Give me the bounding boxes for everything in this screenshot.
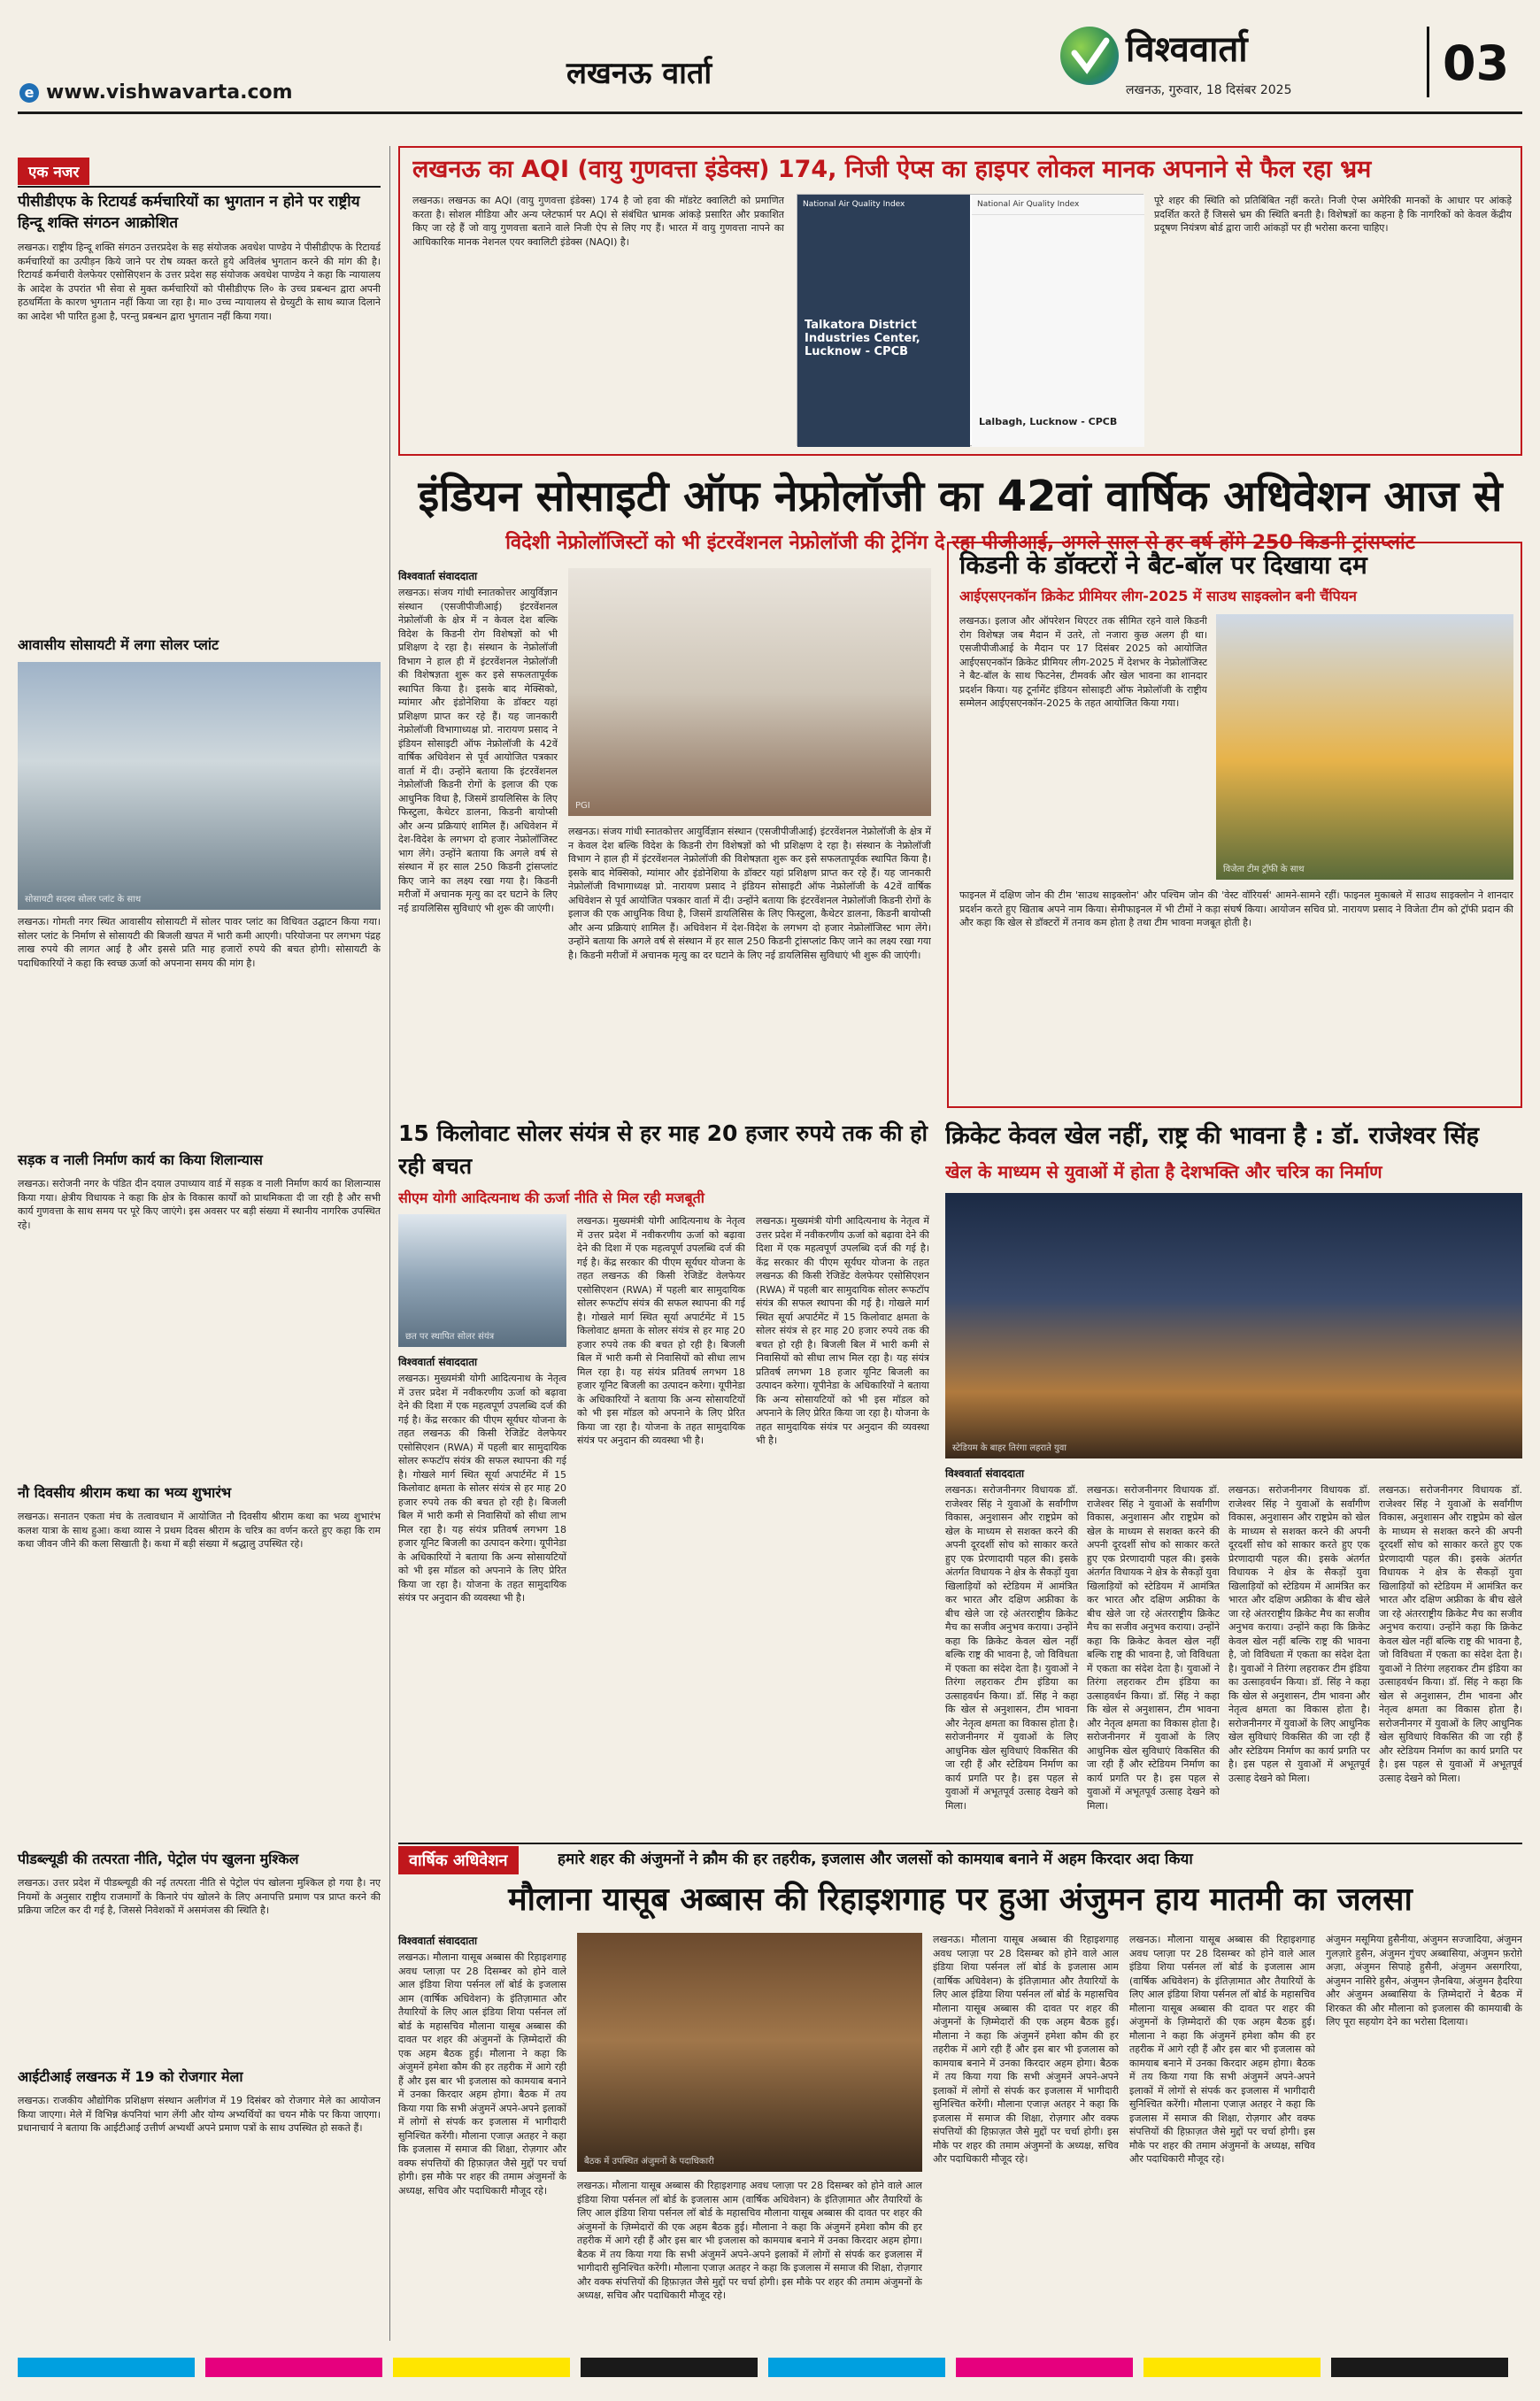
majlis-photo-caption: बैठक में उपस्थित अंजुमनों के पदाधिकारी [584,2157,714,2166]
cricket-body-col3: लखनऊ। सरोजनीनगर विधायक डॉ. राजेश्वर सिंह ने युवाओं के सर्वांगीण विकास, अनुशासन और राष्ट्रप्रेम को खेल के माध्यम से सशक्त करने की अपनी दूरदर्शी सोच को साकार करते हुए एक प्रेरणादायी पहल की। इसके अंतर्गत विधायक ने क्षेत्र के सैकड़ों युवा खिलाड़ियों को स्टेडियम में आमंत्रित कर भारत और दक्षिण अफ्रीका के बीच खेले जा रहे अंतरराष्ट्रीय क्रिकेट मैच का सजीव अनुभव कराया। उन्होंने कहा कि क्रिकेट केवल खेल नहीं बल्कि राष्ट्र की भावना है, जो विविधता में एकता का संदेश देता है। युवाओं ने तिरंगा लहराकर टीम इंडिया का उत्साहवर्धन किया। डॉ. सिंह ने कहा कि खेल से अनुशासन, टीम भावना और नेतृत्व क्षमता का विकास होता है। सरोजनीनगर में युवाओं के लिए आधुनिक खेल सुविधाएं विकसित की जा रही हैं और स्टेडियम निर्माण का कार्य प्रगति पर है। इस पहल से युवाओं में अभूतपूर्व उत्साह देखने को मिला। [1228,1484,1370,1784]
kidney-cricket-box [947,542,1522,1108]
kidney-cricket-photo [1216,614,1513,880]
sidebar-story-5-body: लखनऊ। उत्तर प्रदेश में पीडब्ल्यूडी की नई तत्परता नीति से पेट्रोल पंप खोलना मुश्किल हो गया है। नए नियमों के अनुसार राष्ट्रीय राजमार्गों के किनारे पंप खोलने के लिए अनापत्ति प्रमाण पत्र प्राप्त करने की प्रक्रिया जटिल कर दी गई है, जिससे निवेशकों में असमंजस की स्थिति है। [18,1877,381,1916]
kidney-cricket-body: लखनऊ। इलाज और ऑपरेशन थिएटर तक सीमित रहने वाले किडनी रोग विशेषज्ञ जब मैदान में उतरे, तो नजारा कुछ अलग ही था। एसजीपीजीआई के मैदान पर 17 दिसंबर 2025 को आयोजित आईएसएनकॉन क्रिकेट प्रीमियर लीग-2025 में देशभर के नेफ्रोलॉजिस्ट ने बैट-बॉल के साथ फिटनेस, टीमवर्क और खेल भावना का शानदार प्रदर्शन किया। यह टूर्नामेंट इंडियन सोसाइटी ऑफ नेफ्रोलॉजी के राष्ट्रीय सम्मेलन आईएसएनकॉन-2025 के तहत आयोजित किया गया। [959,615,1207,709]
dateline: लखनऊ, गुरुवार, 18 दिसंबर 2025 [1126,83,1292,97]
majlis-body-col3: लखनऊ। मौलाना यासूब अब्बास की रिहाइशगाह अवध प्लाज़ा पर 28 दिसम्बर को होने वाले आल इंडिया शिया पर्सनल लॉ बोर्ड के इजलास आम (वार्षिक अधिवेशन) के इंतिज़ामात और तैयारियों के लिए आल इंडिया शिया पर्सनल लॉ बोर्ड के महासचिव मौलाना यासूब अब्बास की दावत पर शहर की अंजुमनों के ज़िम्मेदारों की एक अहम बैठक हुई। मौलाना ने कहा कि अंजुमनें हमेशा कौम की हर तहरीक में आगे रही हैं और इस बार भी इजलास को कामयाब बनाने में उनका किरदार अहम होगा। बैठक में तय किया गया कि सभी अंजुमनें अपने-अपने इलाकों में लोगों से संपर्क कर इजलास में भागीदारी सुनिश्चित करेंगी। मौलाना एजाज़ अतहर ने कहा कि इजलास में समाज की शिक्षा, रोज़गार और वक्फ संपत्तियों की हिफ़ाज़त जैसे मुद्दों पर चर्चा होगी। इस मौके पर शहर की तमाम अंजुमनों के अध्यक्ष, सचिव और पदाधिकारी मौजूद रहे। [933,1934,1119,2165]
sidebar-story-1-headline: पीसीडीएफ के रिटायर्ड कर्मचारियों का भुगतान न होने पर राष्ट्रीय हिन्दू शक्ति संगठन आक्रोशित [18,193,360,232]
majlis-photo [577,1933,922,2172]
lead-body-col2: लखनऊ। संजय गांधी स्नातकोत्तर आयुर्विज्ञान संस्थान (एसजीपीजीआई) इंटरवेंशनल नेफ्रोलॉजी के क्षेत्र में न केवल देश बल्कि विदेश के किडनी रोग विशेषज्ञों को भी प्रशिक्षण दे रहा है। संस्थान के नेफ्रोलॉजी विभाग ने हाल ही में इंटरवेंशनल नेफ्रोलॉजी की विशेषज्ञता शुरू कर इसे सफलतापूर्वक स्थापित किया है। इसके बाद मेक्सिको, म्यांमार और इंडोनेशिया के डॉक्टर यहां प्रशिक्षण प्राप्त कर रहे हैं। यह जानकारी नेफ्रोलॉजी विभागाध्यक्ष प्रो. नारायण प्रसाद ने इंडियन सोसाइटी ऑफ नेफ्रोलॉजी के 42वें वार्षिक अधिवेशन से पूर्व आयोजित पत्रकार वार्ता में दी। उन्होंने बताया कि इंटरवेंशनल नेफ्रोलॉजी किडनी रोगों के इलाज की एक आधुनिक विधा है, जिसमें डायलिसिस के लिए फिस्टुला, कैथेटर डालना, किडनी बायोप्सी और अन्य प्रक्रियाएं शामिल हैं। अधिवेशन में देश-विदेश के लगभग दो हजार नेफ्रोलॉजिस्ट भाग लेंगे। उन्होंने बताया कि अगले वर्ष से संस्थान में हर साल 250 किडनी ट्रांसप्लांट किए जाने का लक्ष्य रखा गया है। किडनी मरीजों में अचानक मृत्यु का दर घटाने के लिए नई डायलिसिस सुविधाएं भी शुरू की जाएंगी। [568,826,931,961]
aqi-story [398,146,1522,456]
solar-body-col2: लखनऊ। मुख्यमंत्री योगी आदित्यनाथ के नेतृत्व में उत्तर प्रदेश में नवीकरणीय ऊर्जा को बढ़ावा देने की दिशा में एक महत्वपूर्ण उपलब्धि दर्ज की गई है। केंद्र सरकार की पीएम सूर्यघर योजना के तहत लखनऊ की किसी रेजिडेंट वेलफेयर एसोसिएशन (RWA) में पहली बार सामुदायिक सोलर रूफटॉप संयंत्र की सफल स्थापना की गई है। गोखले मार्ग स्थित सूर्या अपार्टमेंट में 15 किलोवाट क्षमता के सोलर संयंत्र से हर माह 20 हजार रुपये तक की बचत हो रही है। बिजली बिल में भारी कमी से निवासियों को सीधा लाभ मिल रहा है। यह संयंत्र प्रतिवर्ष लगभग 18 हजार यूनिट बिजली का उत्पादन करेगा। यूपीनेडा के अधिकारियों ने बताया कि अन्य सोसायटियों को भी इस मॉडल को अपनाने के लिए प्रेरित किया जा रहा है। योजना के तहत सामुदायिक संयंत्र पर अनुदान की व्यवस्था भी है। [577,1215,745,1446]
solar-photo-caption: छत पर स्थापित सोलर संयंत्र [405,1332,495,1342]
naqi-location: Lalbagh, Lucknow - CPCB [979,416,1118,427]
majlis-body-col5: अंजुमन मसूमिया हुसैनीया, अंजुमन सज्जादिया, अंजुमन गुलज़ारे हुसैन, अंजुमन गुंचए अब्बासिया, अंजुमन फ़रोग़े अज़ा, अंजुमन सिपाहे हुसैनी, अंजुमन असगरिया, अंजुमन नासिरे हुसैन, अंजुमन ज़ैनबिया, अंजुमन हैदरिया और अंजुमन अब्बासिया के ज़िम्मेदारों ने बैठक में शिरकत की और मौलाना को इजलास की कामयाबी के लिए पूरा सहयोग देने का भरोसा दिलाया। [1326,1934,1522,2028]
kidney-cricket-headline: किडनी के डॉक्टरों ने बैट-बॉल पर दिखाया दम [959,550,1367,580]
lead-photo [568,568,931,816]
majlis-strap-bar [398,1843,1522,1873]
website-url: www.vishwavarta.com [46,81,293,104]
kidney-cricket-body2: फाइनल में दक्षिण जोन की टीम 'साउथ साइक्लोन' और पश्चिम जोन की 'वेस्ट वॉरियर्स' आमने-सामने रहीं। फाइनल मुकाबले में साउथ साइक्लोन ने शानदार प्रदर्शन करते हुए खिताब अपने नाम किया। सेमीफाइनल में भी टीमों ने कड़ा संघर्ष किया। आयोजन सचिव प्रो. नारायण प्रसाद ने विजेता टीम को ट्रॉफी प्रदान की और कहा कि खेल से डॉक्टरों में तनाव कम होता है तथा टीम भावना मजबूत होती है। [959,889,1513,928]
sidebar-story-2-photo [18,662,381,910]
lead-byline: विश्ववार्ता संवाददाता [398,570,478,582]
kidney-cricket-photo-caption: विजेता टीम ट्रॉफी के साथ [1223,865,1305,874]
majlis-body-col4: लखनऊ। मौलाना यासूब अब्बास की रिहाइशगाह अवध प्लाज़ा पर 28 दिसम्बर को होने वाले आल इंडिया शिया पर्सनल लॉ बोर्ड के इजलास आम (वार्षिक अधिवेशन) के इंतिज़ामात और तैयारियों के लिए आल इंडिया शिया पर्सनल लॉ बोर्ड के महासचिव मौलाना यासूब अब्बास की दावत पर शहर की अंजुमनों के ज़िम्मेदारों की एक अहम बैठक हुई। मौलाना ने कहा कि अंजुमनें हमेशा कौम की हर तहरीक में आगे रही हैं और इस बार भी इजलास को कामयाब बनाने में उनका किरदार अहम होगा। बैठक में तय किया गया कि सभी अंजुमनें अपने-अपने इलाकों में लोगों से संपर्क कर इजलास में भागीदारी सुनिश्चित करेंगी। मौलाना एजाज़ अतहर ने कहा कि इजलास में समाज की शिक्षा, रोज़गार और वक्फ संपत्तियों की हिफ़ाज़त जैसे मुद्दों पर चर्चा होगी। इस मौके पर शहर की तमाम अंजुमनों के अध्यक्ष, सचिव और पदाधिकारी मौजूद रहे। [1129,1934,1315,2165]
majlis-body-col2: लखनऊ। मौलाना यासूब अब्बास की रिहाइशगाह अवध प्लाज़ा पर 28 दिसम्बर को होने वाले आल इंडिया शिया पर्सनल लॉ बोर्ड के इजलास आम (वार्षिक अधिवेशन) के इंतिज़ामात और तैयारियों के लिए आल इंडिया शिया पर्सनल लॉ बोर्ड के महासचिव मौलाना यासूब अब्बास की दावत पर शहर की अंजुमनों के ज़िम्मेदारों की एक अहम बैठक हुई। मौलाना ने कहा कि अंजुमनें हमेशा कौम की हर तहरीक में आगे रही हैं और इस बार भी इजलास को कामयाब बनाने में उनका किरदार अहम होगा। बैठक में तय किया गया कि सभी अंजुमनें अपने-अपने इलाकों में लोगों से संपर्क कर इजलास में भागीदारी सुनिश्चित करेंगी। मौलाना एजाज़ अतहर ने कहा कि इजलास में समाज की शिक्षा, रोज़गार और वक्फ संपत्तियों की हिफ़ाज़त जैसे मुद्दों पर चर्चा होगी। इस मौके पर शहर की तमाम अंजुमनों के अध्यक्ष, सचिव और पदाधिकारी मौजूद रहे। [577,2180,922,2301]
cricket-headline: क्रिकेट केवल खेल नहीं, राष्ट्र की भावना है : डॉ. राजेश्वर सिंह [945,1122,1479,1150]
majlis-strap: हमारे शहर की अंजुमनों ने क्रौम की हर तहरीक, इजलास और जलसों को कामयाब बनाने में अहम किरदार अदा किया [558,1851,1193,1868]
cricket-byline: विश्ववार्ता संवाददाता [945,1467,1025,1480]
sidebar-story-1-body: लखनऊ। राष्ट्रीय हिन्दू शक्ति संगठन उत्तरप्रदेश के सह संयोजक अवधेश पाण्डेय ने पीसीडीएफ के रिटायर्ड कर्मचारियों का उत्पीड़न किये जाने पर रोष व्यक्त करते हुये अविलंब भुगतान करने की मांग की है। रिटायर्ड कर्मचारी वेलफेयर एसोसिएशन के उत्तर प्रदेश सह संयोजक अवधेश पाण्डेय ने कहा कि न्यायालय के आदेश के उपरांत भी सेवा से मुक्त कर्मचारियों को पीसीडीएफ लि० के उच्च प्रबन्धन द्वारा अपनी हठधर्मिता के कारण भुगतान नहीं किया जा रहा है। मा० उच्च न्यायालय से ग्रेच्युटी के साथ ब्याज दिलाने का आदेश भी पारित हुआ है, परन्तु प्रबन्धन द्वारा भुगतान नहीं किया गया। [18,242,381,322]
naqi-panel-title: National Air Quality Index [803,200,905,209]
lead-photo-caption: PGI [575,801,590,811]
solar-photo [398,1214,566,1347]
sidebar-label: एक नजर [18,158,89,185]
masthead-divider [1427,27,1429,97]
column-divider [389,146,390,2341]
globe-icon: e [19,83,39,103]
section-title: लखनऊ वार्ता [566,56,712,91]
photo-caption: सोसायटी सदस्य सोलर प्लांट के साथ [25,895,142,904]
solar-body-col1: लखनऊ। मुख्यमंत्री योगी आदित्यनाथ के नेतृत्व में उत्तर प्रदेश में नवीकरणीय ऊर्जा को बढ़ावा देने की दिशा में एक महत्वपूर्ण उपलब्धि दर्ज की गई है। केंद्र सरकार की पीएम सूर्यघर योजना के तहत लखनऊ की किसी रेजिडेंट वेलफेयर एसोसिएशन (RWA) में पहली बार सामुदायिक सोलर रूफटॉप संयंत्र की सफल स्थापना की गई है। गोखले मार्ग स्थित सूर्या अपार्टमेंट में 15 किलोवाट क्षमता के सोलर संयंत्र से हर माह 20 हजार रुपये तक की बचत हो रही है। बिजली बिल में भारी कमी से निवासियों को सीधा लाभ मिल रहा है। यह संयंत्र प्रतिवर्ष लगभग 18 हजार यूनिट बिजली का उत्पादन करेगा। यूपीनेडा के अधिकारियों ने बताया कि अन्य सोसायटियों को भी इस मॉडल को अपनाने के लिए प्रेरित किया जा रहा है। योजना के तहत सामुदायिक संयंत्र पर अनुदान की व्यवस्था भी है। [398,1373,566,1604]
cricket-body-col1: लखनऊ। सरोजनीनगर विधायक डॉ. राजेश्वर सिंह ने युवाओं के सर्वांगीण विकास, अनुशासन और राष्ट्रप्रेम को खेल के माध्यम से सशक्त करने की अपनी दूरदर्शी सोच को साकार करते हुए एक प्रेरणादायी पहल की। इसके अंतर्गत विधायक ने क्षेत्र के सैकड़ों युवा खिलाड़ियों को स्टेडियम में आमंत्रित कर भारत और दक्षिण अफ्रीका के बीच खेले जा रहे अंतरराष्ट्रीय क्रिकेट मैच का सजीव अनुभव कराया। उन्होंने कहा कि क्रिकेट केवल खेल नहीं बल्कि राष्ट्र की भावना है, जो विविधता में एकता का संदेश देता है। युवाओं ने तिरंगा लहराकर टीम इंडिया का उत्साहवर्धन किया। डॉ. सिंह ने कहा कि खेल से अनुशासन, टीम भावना और नेतृत्व क्षमता का विकास होता है। सरोजनीनगर में युवाओं के लिए आधुनिक खेल सुविधाएं विकसित की जा रही हैं और स्टेडियम निर्माण का कार्य प्रगति पर है। इस पहल से युवाओं में अभूतपूर्व उत्साह देखने को मिला। [945,1484,1078,1812]
sidebar [18,158,381,2343]
majlis-byline: विश्ववार्ता संवाददाता [398,1935,478,1947]
sidebar-story-4-headline: नौ दिवसीय श्रीराम कथा का भव्य शुभारंभ [18,1484,232,1501]
majlis-body-col1: लखनऊ। मौलाना यासूब अब्बास की रिहाइशगाह अवध प्लाज़ा पर 28 दिसम्बर को होने वाले आल इंडिया शिया पर्सनल लॉ बोर्ड के इजलास आम (वार्षिक अधिवेशन) के इंतिज़ामात और तैयारियों के लिए आल इंडिया शिया पर्सनल लॉ बोर्ड के महासचिव मौलाना यासूब अब्बास की दावत पर शहर की अंजुमनों के ज़िम्मेदारों की एक अहम बैठक हुई। मौलाना ने कहा कि अंजुमनें हमेशा कौम की हर तहरीक में आगे रही हैं और इस बार भी इजलास को कामयाब बनाने में उनका किरदार अहम होगा। बैठक में तय किया गया कि सभी अंजुमनें अपने-अपने इलाकों में लोगों से संपर्क कर इजलास में भागीदारी सुनिश्चित करेंगी। मौलाना एजाज़ अतहर ने कहा कि इजलास में समाज की शिक्षा, रोज़गार और वक्फ संपत्तियों की हिफ़ाज़त जैसे मुद्दों पर चर्चा होगी। इस मौके पर शहर की तमाम अंजुमनों के अध्यक्ष, सचिव और पदाधिकारी मौजूद रहे। [398,1951,566,2197]
cricket-body-col2: लखनऊ। सरोजनीनगर विधायक डॉ. राजेश्वर सिंह ने युवाओं के सर्वांगीण विकास, अनुशासन और राष्ट्रप्रेम को खेल के माध्यम से सशक्त करने की अपनी दूरदर्शी सोच को साकार करते हुए एक प्रेरणादायी पहल की। इसके अंतर्गत विधायक ने क्षेत्र के सैकड़ों युवा खिलाड़ियों को स्टेडियम में आमंत्रित कर भारत और दक्षिण अफ्रीका के बीच खेले जा रहे अंतरराष्ट्रीय क्रिकेट मैच का सजीव अनुभव कराया। उन्होंने कहा कि क्रिकेट केवल खेल नहीं बल्कि राष्ट्र की भावना है, जो विविधता में एकता का संदेश देता है। युवाओं ने तिरंगा लहराकर टीम इंडिया का उत्साहवर्धन किया। डॉ. सिंह ने कहा कि खेल से अनुशासन, टीम भावना और नेतृत्व क्षमता का विकास होता है। सरोजनीनगर में युवाओं के लिए आधुनिक खेल सुविधाएं विकसित की जा रही हैं और स्टेडियम निर्माण का कार्य प्रगति पर है। इस पहल से युवाओं में अभूतपूर्व उत्साह देखने को मिला। [1087,1484,1220,1812]
kidney-cricket-subheadline: आईएसएनकॉन क्रिकेट प्रीमियर लीग-2025 में साउथ साइक्लोन बनी चैंपियन [959,588,1357,604]
registration-swatch [1331,2358,1508,2377]
sidebar-story-2-headline: आवासीय सोसायटी में लगा सोलर प्लांट [18,636,219,653]
naqi-station-label: Talkatora District Industries Center, Lucknow - CPCB [805,319,920,358]
registration-swatch [581,2358,758,2377]
registration-swatch [1143,2358,1321,2377]
majlis-label: वार्षिक अधिवेशन [398,1846,519,1874]
aqi-body-right: पूरे शहर की स्थिति को प्रतिबिंबित नहीं करते। निजी ऐप्स अमेरिकी मानकों के आधार पर आंकड़े प्रदर्शित करते हैं जिससे भ्रम की स्थिति बनती है। विशेषज्ञों का कहना है कि नागरिकों को केवल केंद्रीय प्रदूषण नियंत्रण बोर्ड द्वारा जारी आंकड़ों पर ही भरोसा करना चाहिए। [1154,195,1512,234]
majlis-headline: मौलाना यासूब अब्बास की रिहाइशगाह पर हुआ अंजुमन हाय मातमी का जलसा [508,1882,1413,1918]
naqi-panel-right [972,195,1144,447]
solar-headline: 15 किलोवाट सोलर संयंत्र से हर माह 20 हजार रुपये तक की हो रही बचत [398,1120,928,1179]
registration-swatch [956,2358,1133,2377]
brand-name: विश्ववार्ता [1126,29,1248,70]
page-number: 03 [1443,35,1510,91]
registration-swatch [205,2358,382,2377]
registration-bar [18,2354,1522,2381]
sidebar-story-4-body: लखनऊ। सनातन एकता मंच के तत्वावधान में आयोजित नौ दिवसीय श्रीराम कथा का भव्य शुभारंभ कलश यात्रा के साथ हुआ। कथा व्यास ने प्रथम दिवस श्रीराम के चरित्र का वर्णन करते हुए कहा कि राम कथा जीवन जीने की कला सिखाती है। कथा में बड़ी संख्या में श्रद्धालु उपस्थित रहे। [18,1511,381,1550]
solar-subheadline: सीएम योगी आदित्यनाथ की ऊर्जा नीति से मिल रही मजबूती [398,1189,705,1206]
sidebar-story-5-headline: पीडब्ल्यूडी की तत्परता नीति, पेट्रोल पंप खुलना मुश्किल [18,1851,299,1867]
registration-swatch [18,2358,195,2377]
sidebar-story-3-body: लखनऊ। सरोजनी नगर के पंडित दीन दयाल उपाध्याय वार्ड में सड़क व नाली निर्माण कार्य का शिलान्यास किया गया। क्षेत्रीय विधायक ने कहा कि क्षेत्र के विकास कार्यों को प्राथमिकता दी जा रही है और सभी कार्य गुणवत्ता के साथ समय पर पूरे किए जाएंगे। इस अवसर पर बड़ी संख्या में स्थानीय नागरिक उपस्थित रहे। [18,1178,381,1231]
masthead [0,0,1540,115]
masthead-rule [18,112,1522,114]
brand-logo [1060,27,1119,85]
sidebar-label-rule [18,186,381,188]
sidebar-story-2-body: लखनऊ। गोमती नगर स्थित आवासीय सोसायटी में सोलर पावर प्लांट का विधिवत उद्घाटन किया गया। सोलर प्लांट के निर्माण से सोसायटी की बिजली खपत में भारी कमी आएगी। परियोजना पर लगभग पंद्रह लाख रुपये की लागत आई है और इससे प्रति माह हजारों रुपये की बचत होगी। सोसायटी के पदाधिकारियों ने कहा कि स्वच्छ ऊर्जा को अपनाना समय की मांग है। [18,916,381,969]
naqi-panel-left [797,195,970,447]
lead-body-col1: लखनऊ। संजय गांधी स्नातकोत्तर आयुर्विज्ञान संस्थान (एसजीपीजीआई) इंटरवेंशनल नेफ्रोलॉजी के क्षेत्र में न केवल देश बल्कि विदेश के किडनी रोग विशेषज्ञों को भी प्रशिक्षण दे रहा है। संस्थान के नेफ्रोलॉजी विभाग ने हाल ही में इंटरवेंशनल नेफ्रोलॉजी की विशेषज्ञता शुरू कर इसे सफलतापूर्वक स्थापित किया है। इसके बाद मेक्सिको, म्यांमार और इंडोनेशिया के डॉक्टर यहां प्रशिक्षण प्राप्त कर रहे हैं। यह जानकारी नेफ्रोलॉजी विभागाध्यक्ष प्रो. नारायण प्रसाद ने इंडियन सोसाइटी ऑफ नेफ्रोलॉजी के 42वें वार्षिक अधिवेशन से पूर्व आयोजित पत्रकार वार्ता में दी। उन्होंने बताया कि इंटरवेंशनल नेफ्रोलॉजी किडनी रोगों के इलाज की एक आधुनिक विधा है, जिसमें डायलिसिस के लिए फिस्टुला, कैथेटर डालना, किडनी बायोप्सी और अन्य प्रक्रियाएं शामिल हैं। अधिवेशन में देश-विदेश के लगभग दो हजार नेफ्रोलॉजिस्ट भाग लेंगे। उन्होंने बताया कि अगले वर्ष से संस्थान में हर साल 250 किडनी ट्रांसप्लांट किए जाने का लक्ष्य रखा गया है। किडनी मरीजों में अचानक मृत्यु का दर घटाने के लिए नई डायलिसिस सुविधाएं भी शुरू की जाएंगी। [398,587,558,914]
sidebar-story-3-headline: सड़क व नाली निर्माण कार्य का किया शिलान्यास [18,1151,263,1168]
lead-subheadline: विदेशी नेफ्रोलॉजिस्टों को भी इंटरवेंशनल नेफ्रोलॉजी की ट्रेनिंग दे रहा पीजीआई, अगले साल से हर वर्ष होंगे 250 किडनी ट्रांसप्लांट [505,532,1415,554]
cricket-photo [945,1193,1522,1458]
cricket-photo-caption: स्टेडियम के बाहर तिरंगा लहराते युवा [952,1443,1066,1453]
registration-swatch [768,2358,945,2377]
sidebar-story-6-body: लखनऊ। राजकीय औद्योगिक प्रशिक्षण संस्थान अलीगंज में 19 दिसंबर को रोजगार मेले का आयोजन किया जाएगा। मेले में विभिन्न कंपनियां भाग लेंगी और योग्य अभ्यर्थियों का चयन मौके पर किया जाएगा। प्रधानाचार्य ने बताया कि आईटीआई उत्तीर्ण अभ्यर्थी अपने प्रमाण पत्रों के साथ उपस्थित हो सकते हैं। [18,2095,381,2134]
aqi-body-left: लखनऊ। लखनऊ का AQI (वायु गुणवत्ता इंडेक्स) 174 है जो हवा की मॉडरेट क्वालिटी को प्रमाणित करता है। सोशल मीडिया और अन्य प्लेटफार्म पर AQI से संबंधित भ्रामक आंकड़े प्रसारित और प्रकाशित किए जा रहे हैं जो वायु गुणवत्ता बताने वाले निजी ऐप से लिए गए हैं। भारत में वायु गुणवत्ता नापने का आधिकारिक मानक नेशनल एयर क्वालिटी इंडेक्स (NAQI) है। [412,195,784,248]
solar-body-col3: लखनऊ। मुख्यमंत्री योगी आदित्यनाथ के नेतृत्व में उत्तर प्रदेश में नवीकरणीय ऊर्जा को बढ़ावा देने की दिशा में एक महत्वपूर्ण उपलब्धि दर्ज की गई है। केंद्र सरकार की पीएम सूर्यघर योजना के तहत लखनऊ की किसी रेजिडेंट वेलफेयर एसोसिएशन (RWA) में पहली बार सामुदायिक सोलर रूफटॉप संयंत्र की सफल स्थापना की गई है। गोखले मार्ग स्थित सूर्या अपार्टमेंट में 15 किलोवाट क्षमता के सोलर संयंत्र से हर माह 20 हजार रुपये तक की बचत हो रही है। बिजली बिल में भारी कमी से निवासियों को सीधा लाभ मिल रहा है। यह संयंत्र प्रतिवर्ष लगभग 18 हजार यूनिट बिजली का उत्पादन करेगा। यूपीनेडा के अधिकारियों ने बताया कि अन्य सोसायटियों को भी इस मॉडल को अपनाने के लिए प्रेरित किया जा रहा है। योजना के तहत सामुदायिक संयंत्र पर अनुदान की व्यवस्था भी है। [756,1215,929,1446]
sidebar-story-6-headline: आईटीआई लखनऊ में 19 को रोजगार मेला [18,2068,243,2085]
website-link[interactable] [19,81,293,104]
naqi-panel-title-right: National Air Quality Index [972,195,1144,215]
solar-byline: विश्ववार्ता संवाददाता [398,1356,478,1368]
registration-swatch [393,2358,570,2377]
aqi-headline: लखनऊ का AQI (वायु गुणवत्ता इंडेक्स) 174, निजी ऐप्स का हाइपर लोकल मानक अपनाने से फैल रहा भ्रम [412,156,1372,183]
cricket-subheadline: खेल के माध्यम से युवाओं में होता है देशभक्ति और चरित्र का निर्माण [945,1161,1382,1182]
cricket-body-col4: लखनऊ। सरोजनीनगर विधायक डॉ. राजेश्वर सिंह ने युवाओं के सर्वांगीण विकास, अनुशासन और राष्ट्रप्रेम को खेल के माध्यम से सशक्त करने की अपनी दूरदर्शी सोच को साकार करते हुए एक प्रेरणादायी पहल की। इसके अंतर्गत विधायक ने क्षेत्र के सैकड़ों युवा खिलाड़ियों को स्टेडियम में आमंत्रित कर भारत और दक्षिण अफ्रीका के बीच खेले जा रहे अंतरराष्ट्रीय क्रिकेट मैच का सजीव अनुभव कराया। उन्होंने कहा कि क्रिकेट केवल खेल नहीं बल्कि राष्ट्र की भावना है, जो विविधता में एकता का संदेश देता है। युवाओं ने तिरंगा लहराकर टीम इंडिया का उत्साहवर्धन किया। डॉ. सिंह ने कहा कि खेल से अनुशासन, टीम भावना और नेतृत्व क्षमता का विकास होता है। सरोजनीनगर में युवाओं के लिए आधुनिक खेल सुविधाएं विकसित की जा रही हैं और स्टेडियम निर्माण का कार्य प्रगति पर है। इस पहल से युवाओं में अभूतपूर्व उत्साह देखने को मिला। [1379,1484,1522,1784]
lead-headline: इंडियन सोसाइटी ऑफ नेफ्रोलॉजी का 42वां वार्षिक अधिवेशन आज से [418,472,1503,521]
naqi-panel [797,194,1143,446]
check-icon [1060,27,1119,85]
